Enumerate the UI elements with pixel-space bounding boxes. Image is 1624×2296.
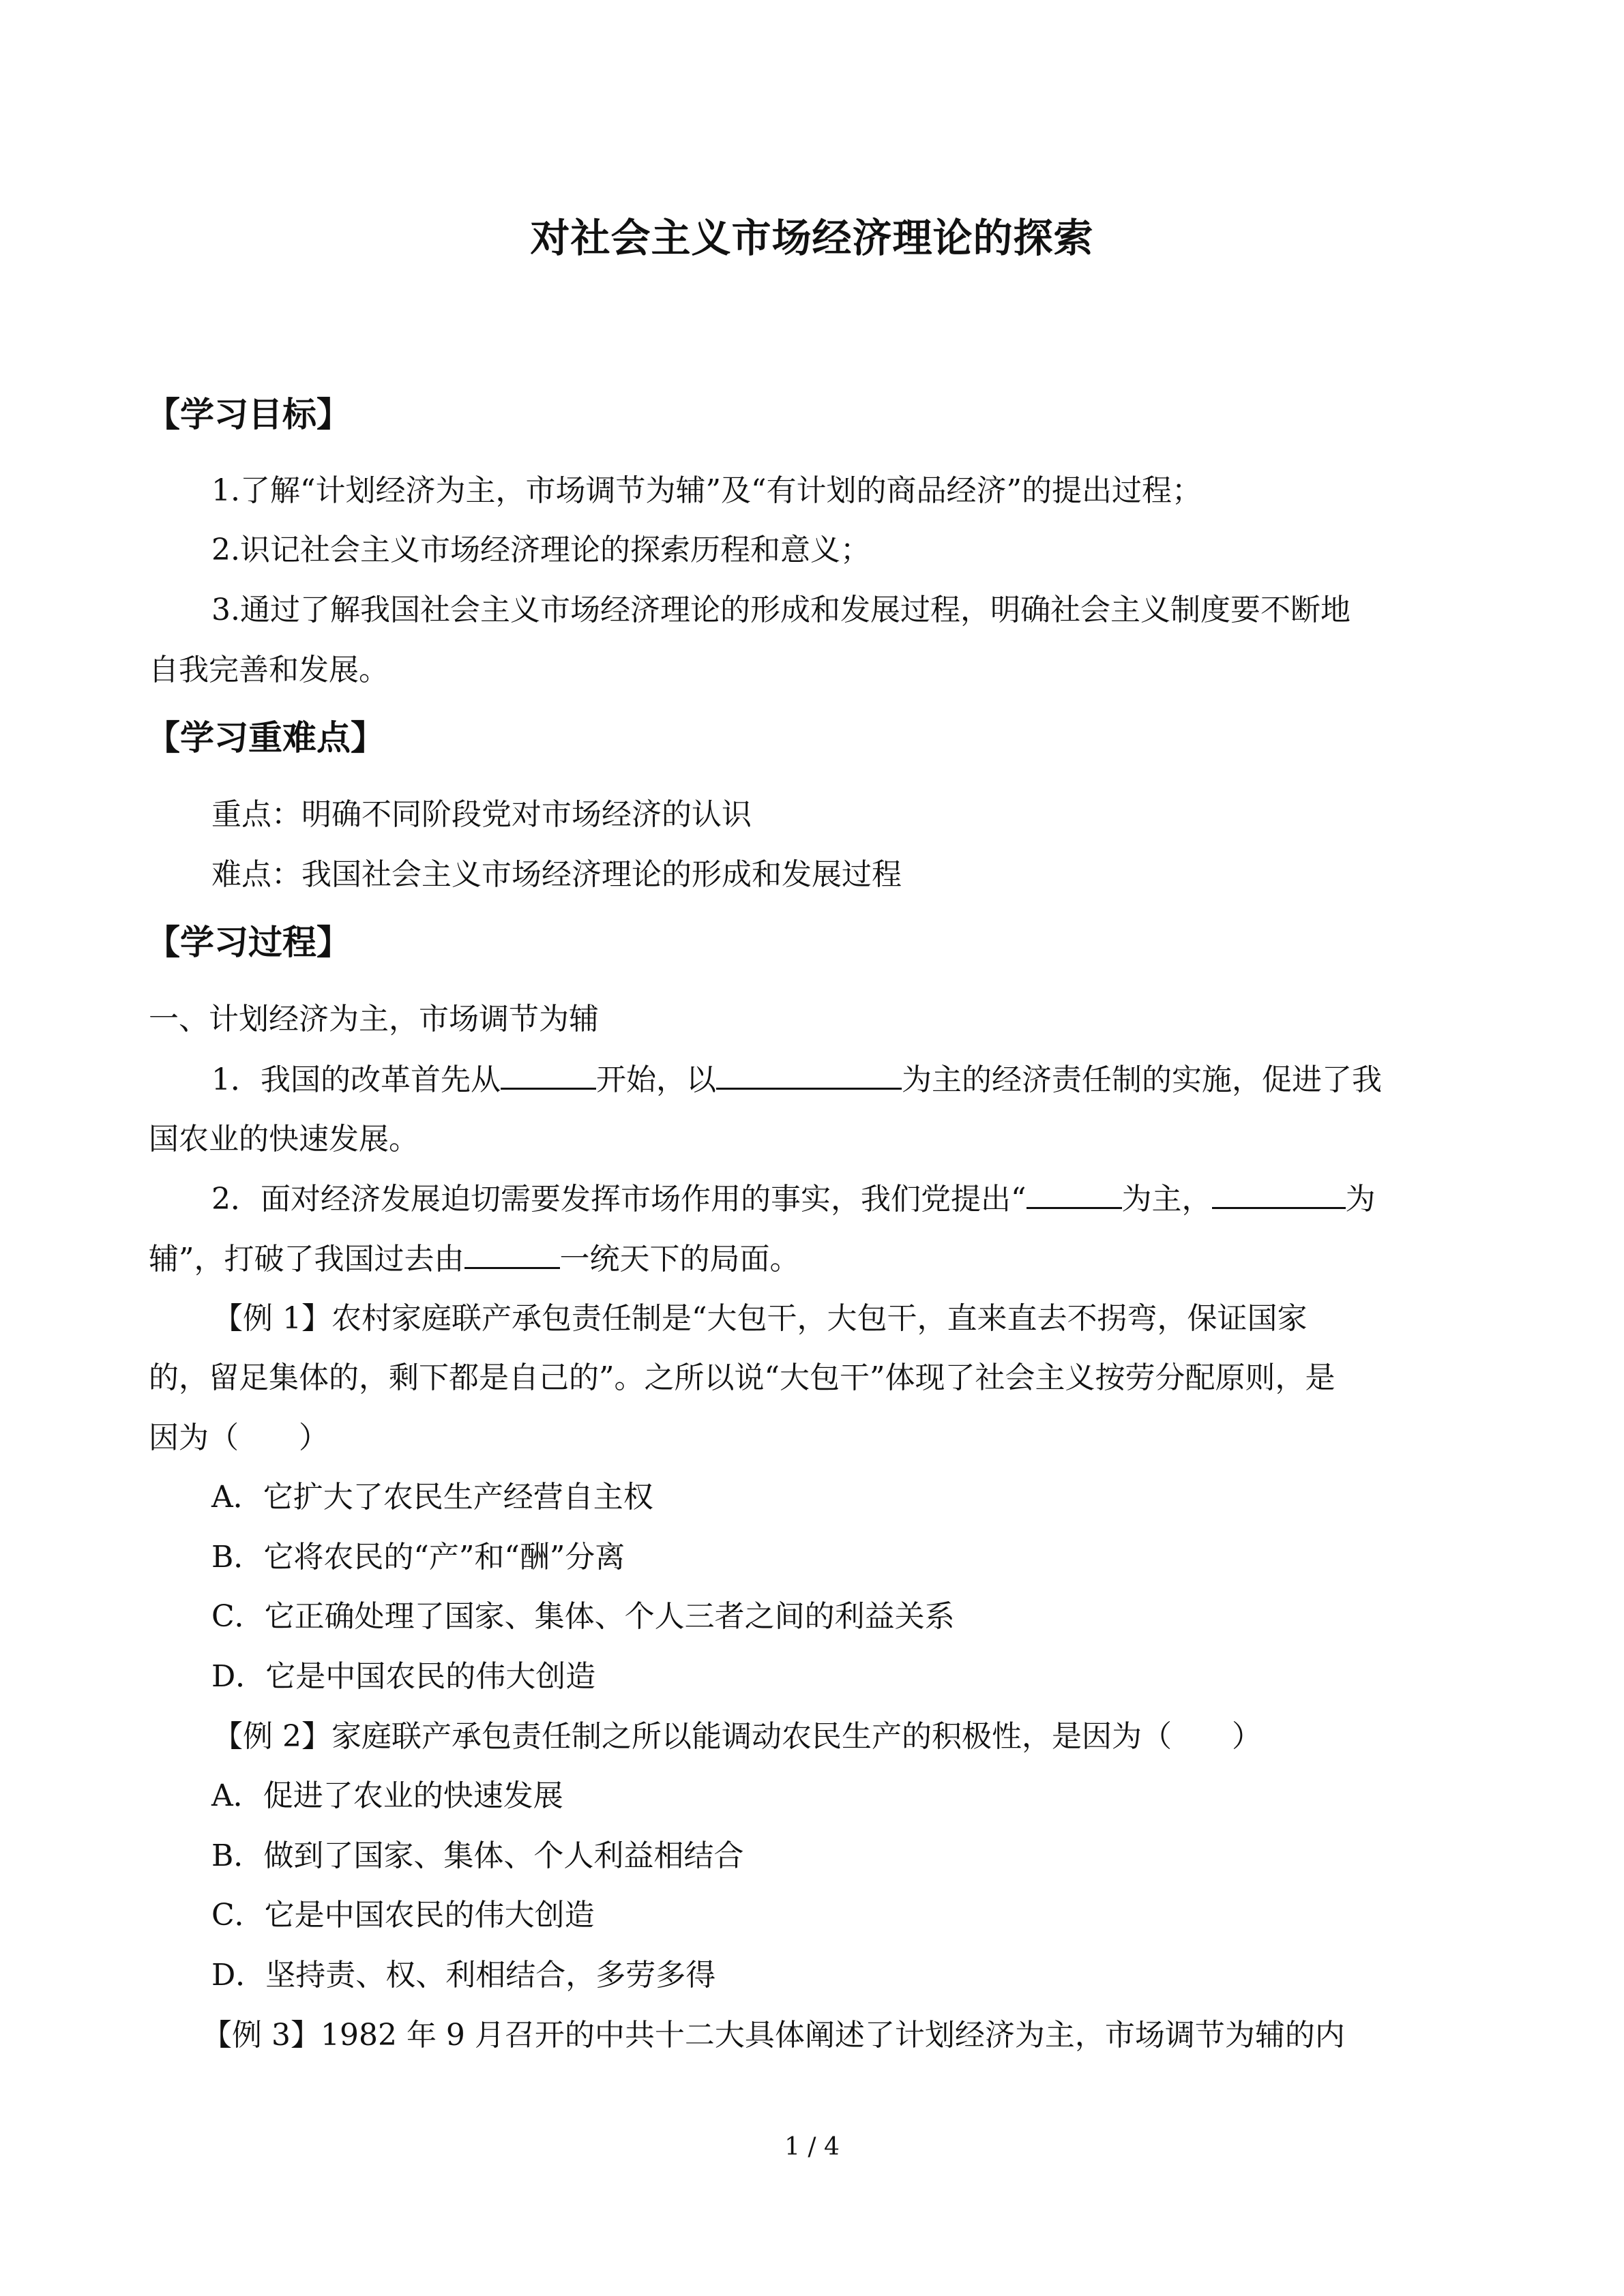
question-2-cont-text-a: 辅”，打破了我国过去由 [149,1242,464,1277]
section-heading-process: 【学习过程】 [146,923,351,962]
question-2-text-a: 2．面对经济发展迫切需要发挥市场作用的事实，我们党提出“ [211,1182,1027,1217]
question-2-cont-text-b: 一统天下的局面。 [559,1242,800,1277]
example-1-line-2: 的，留足集体的，剩下都是自己的”。之所以说“大包干”体现了社会主义按劳分配原则，是 [149,1360,1335,1395]
example-1-option-b: B．它将农民的“产”和“酬”分离 [211,1540,625,1575]
example-2-option-b: B．做到了国家、集体、个人利益相结合 [211,1838,744,1873]
question-1-text-c: 为主的经济责任制的实施，促进了我 [902,1062,1382,1097]
example-2-option-c: C．它是中国农民的伟大创造 [211,1898,595,1933]
section-heading-key-points: 【学习重难点】 [146,718,385,758]
example-2-line-1: 【例 2】家庭联产承包责任制之所以能调动农民生产的积极性，是因为（ ） [213,1719,1262,1754]
example-3-line-1: 【例 3】1982 年 9 月召开的中共十二大具体阐述了计划经济为主，市场调节为辅的内 [202,2018,1345,2053]
part1-title: 一、计划经济为主，市场调节为辅 [149,1002,599,1037]
question-2-continued [149,1240,800,1279]
page-title: 对社会主义市场经济理论的探索 [530,215,1094,261]
example-1-option-d: D．它是中国农民的伟大创造 [211,1659,596,1694]
question-1-text-a: 1．我国的改革首先从 [211,1062,501,1097]
example-1-line-1: 【例 1】农村家庭联产承包责任制是“大包干，大包干，直来直去不拐弯，保证国家 [213,1301,1308,1336]
fill-blank-2[interactable] [716,1060,902,1090]
example-2-option-d: D．坚持责、权、利相结合，多劳多得 [211,1958,716,1993]
page-number: 1 / 4 [784,2133,840,2161]
question-1-text-b: 开始，以 [596,1062,716,1097]
example-1-option-a: A．它扩大了农民生产经营自主权 [211,1480,653,1515]
section-heading-goals: 【学习目标】 [146,395,351,434]
question-2 [211,1180,1376,1219]
goal-item-3: 3.通过了解我国社会主义市场经济理论的形成和发展过程，明确社会主义制度要不断地 [211,593,1350,627]
goal-item-3-continued: 自我完善和发展。 [149,653,389,687]
fill-blank-4[interactable] [1212,1180,1346,1209]
question-2-text-b: 为主， [1121,1182,1212,1217]
example-1-line-3: 因为（ ） [149,1420,329,1455]
example-1-option-c: C．它正确处理了国家、集体、个人三者之间的利益关系 [211,1599,955,1634]
focus-text: 重点：明确不同阶段党对市场经济的认识 [211,797,752,832]
question-1-continued: 国农业的快速发展。 [149,1122,419,1157]
fill-blank-1[interactable] [501,1060,596,1090]
question-2-text-c: 为 [1345,1182,1376,1217]
goal-item-1: 1.了解“计划经济为主，市场调节为辅”及“有计划的商品经济”的提出过程； [211,473,1202,508]
goal-item-2: 2.识记社会主义市场经济理论的探索历程和意义； [211,533,870,567]
question-1 [211,1060,1382,1099]
difficulty-text: 难点：我国社会主义市场经济理论的形成和发展过程 [211,857,902,892]
example-2-option-a: A．促进了农业的快速发展 [211,1778,563,1813]
fill-blank-3[interactable] [1027,1180,1122,1209]
fill-blank-5[interactable] [464,1240,560,1269]
